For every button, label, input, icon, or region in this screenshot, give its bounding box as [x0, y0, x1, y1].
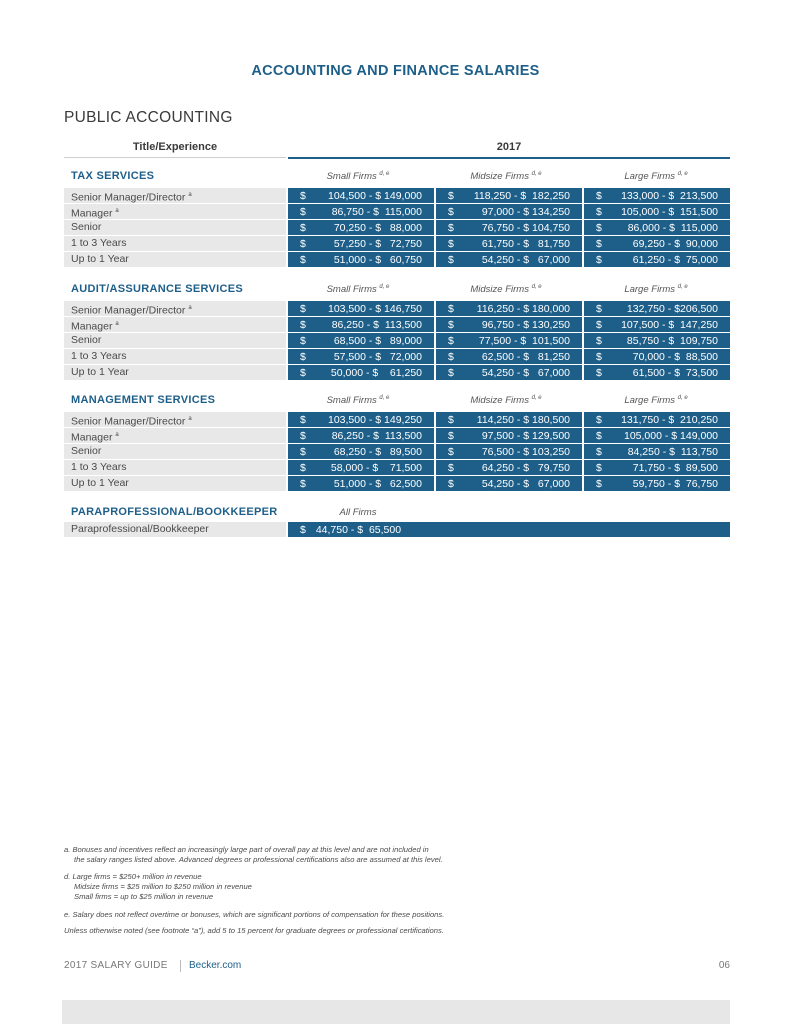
table-row [64, 460, 730, 476]
group-title: AUDIT/ASSURANCE SERVICES [71, 283, 244, 295]
cell-large: $ 133,000 - $ 213,500 [584, 188, 730, 204]
table-row [64, 317, 730, 333]
cell-large: $ 61,500 - $ 73,500 [584, 365, 730, 381]
firm-label-midsize: Midsize Firms $^{d, e}$ [470, 171, 542, 183]
table-row [64, 301, 730, 317]
row-label: Senior [64, 444, 286, 460]
column-header-title: Title/Experience [132, 141, 218, 153]
table-row [64, 428, 730, 444]
cell-large: $ 105,000 - $ 149,000 [584, 428, 730, 444]
cell-midsize: $ 54,250 - $ 67,000 [436, 365, 582, 381]
row-label: Senior Manager/Director $^a$ [64, 412, 286, 428]
cell-small: $ 70,250 - $ 88,000 [288, 220, 434, 236]
cell-small: $ 86,250 - $ 113,500 [288, 428, 434, 444]
cell-midsize: $ 54,250 - $ 67,000 [436, 252, 582, 268]
cell-small: $ 51,000 - $ 60,750 [288, 252, 434, 268]
cell-midsize: $ 118,250 - $ 182,250 [436, 188, 582, 204]
table-row [64, 412, 730, 428]
firm-label-midsize: Midsize Firms $^{d, e}$ [470, 284, 542, 296]
firm-label-midsize: Midsize Firms $^{d, e}$ [470, 395, 542, 407]
firm-label-large: Large Firms $^{d, e}$ [624, 395, 688, 407]
cell-midsize: $ 96,750 - $ 130,250 [436, 317, 582, 333]
cell-midsize: $ 76,500 - $ 103,250 [436, 444, 582, 460]
firm-label-small: Small Firms $^{d, e}$ [326, 395, 390, 407]
table-row [64, 444, 730, 460]
header-rule [64, 157, 286, 158]
cell-small: $ 68,250 - $ 89,500 [288, 444, 434, 460]
row-label: Up to 1 Year [64, 365, 286, 381]
cell-midsize: $ 64,250 - $ 79,750 [436, 460, 582, 476]
firm-label-large: Large Firms $^{d, e}$ [624, 284, 688, 296]
cell-small: $ 68,500 - $ 89,000 [288, 333, 434, 349]
cell-small: $ 50,000 - $ 61,250 [288, 365, 434, 381]
cell-large: $ 85,750 - $ 109,750 [584, 333, 730, 349]
row-label: Senior [64, 333, 286, 349]
cell-large: $ 71,750 - $ 89,500 [584, 460, 730, 476]
footnote-d: d. Large firms = $250+ million in revenue Midsize firms = $25 million to $250 million in revenue Small firms = up to $25 million in revenue [64, 872, 252, 901]
table-row [64, 236, 730, 252]
row-label: Manager $^a$ [64, 204, 286, 220]
cell-small: $ 51,000 - $ 62,500 [288, 476, 434, 492]
group-header-management [64, 392, 730, 410]
footer-separator [180, 960, 181, 972]
table-row [64, 349, 730, 365]
footer-bar [62, 1000, 730, 1024]
cell-midsize: $ 114,250 - $ 180,500 [436, 412, 582, 428]
cell-large: $ 86,000 - $ 115,000 [584, 220, 730, 236]
table-row [64, 365, 730, 381]
cell-small: $ 104,500 - $ 149,000 [288, 188, 434, 204]
group-header-paraprofessional [64, 504, 730, 522]
table-row [64, 220, 730, 236]
row-label: 1 to 3 Years [64, 236, 286, 252]
cell-large: $ 132,750 - $206,500 [584, 301, 730, 317]
section-title: PUBLIC ACCOUNTING [64, 109, 233, 126]
row-label: Up to 1 Year [64, 476, 286, 492]
footer-guide-label: 2017 SALARY GUIDE [64, 960, 168, 971]
table-row [64, 522, 730, 538]
group-header-audit [64, 281, 730, 299]
cell-small: $ 103,500 - $ 149,250 [288, 412, 434, 428]
cell-midsize: $ 76,750 - $ 104,750 [436, 220, 582, 236]
firm-label-large: Large Firms $^{d, e}$ [624, 171, 688, 183]
cell-small: $ 58,000 - $ 71,500 [288, 460, 434, 476]
cell-large: $ 107,500 - $ 147,250 [584, 317, 730, 333]
cell-large: $ 69,250 - $ 90,000 [584, 236, 730, 252]
row-label: Up to 1 Year [64, 252, 286, 268]
row-label: 1 to 3 Years [64, 349, 286, 365]
cell-small: $ 57,500 - $ 72,000 [288, 349, 434, 365]
firm-label-all: All Firms [339, 507, 377, 518]
cell-large: $ 105,000 - $ 151,500 [584, 204, 730, 220]
cell-midsize: $ 97,000 - $ 134,250 [436, 204, 582, 220]
table-row [64, 333, 730, 349]
table-row [64, 476, 730, 492]
row-label: 1 to 3 Years [64, 460, 286, 476]
cell-midsize: $ 62,500 - $ 81,250 [436, 349, 582, 365]
firm-label-small: Small Firms $^{d, e}$ [326, 171, 390, 183]
footnote-e: e. Salary does not reflect overtime or bonuses, which are significant portions of compensation for these positions. [64, 910, 445, 919]
row-label: Senior Manager/Director $^a$ [64, 301, 286, 317]
cell-small: $ 103,500 - $ 146,750 [288, 301, 434, 317]
cell-midsize: $ 61,750 - $ 81,750 [436, 236, 582, 252]
column-header-year: 2017 [496, 141, 522, 153]
cell-all-firms: $ 44,750 - $ 65,500 [288, 522, 730, 538]
row-label: Senior Manager/Director $^a$ [64, 188, 286, 204]
cell-midsize: $ 97,500 - $ 129,500 [436, 428, 582, 444]
group-header-tax [64, 168, 730, 186]
cell-small: $ 86,750 - $ 115,000 [288, 204, 434, 220]
row-label: Senior [64, 220, 286, 236]
cell-small: $ 57,250 - $ 72,750 [288, 236, 434, 252]
table-row [64, 204, 730, 220]
table-row [64, 252, 730, 268]
group-title: MANAGEMENT SERVICES [71, 394, 216, 406]
cell-large: $ 131,750 - $ 210,250 [584, 412, 730, 428]
row-label: Manager $^a$ [64, 428, 286, 444]
footnote-unless: Unless otherwise noted (see footnote “a”), add 5 to 15 percent for graduate degrees or professional certifications. [64, 926, 444, 935]
cell-small: $ 86,250 - $ 113,500 [288, 317, 434, 333]
footnote-a: a. Bonuses and incentives reflect an increasingly large part of overall pay at this level and are not included in the salary ranges listed above. Advanced degrees or professional certifications also are assumed at this level. [64, 845, 443, 864]
cell-midsize: $ 77,500 - $ 101,500 [436, 333, 582, 349]
cell-large: $ 70,000 - $ 88,500 [584, 349, 730, 365]
group-title: TAX SERVICES [71, 170, 155, 182]
table-row [64, 188, 730, 204]
cell-large: $ 84,250 - $ 113,750 [584, 444, 730, 460]
cell-midsize: $ 54,250 - $ 67,000 [436, 476, 582, 492]
cell-large: $ 61,250 - $ 75,000 [584, 252, 730, 268]
group-title: PARAPROFESSIONAL/BOOKKEEPER [71, 506, 278, 518]
page-number: 06 [718, 960, 730, 971]
firm-label-small: Small Firms $^{d, e}$ [326, 284, 390, 296]
footer-link[interactable]: Becker.com [189, 960, 242, 971]
year-rule [288, 157, 730, 159]
cell-midsize: $ 116,250 - $ 180,000 [436, 301, 582, 317]
page-title: ACCOUNTING AND FINANCE SALARIES [251, 63, 540, 79]
row-label: Manager $^a$ [64, 317, 286, 333]
cell-large: $ 59,750 - $ 76,750 [584, 476, 730, 492]
row-label: Paraprofessional/Bookkeeper [64, 522, 286, 538]
